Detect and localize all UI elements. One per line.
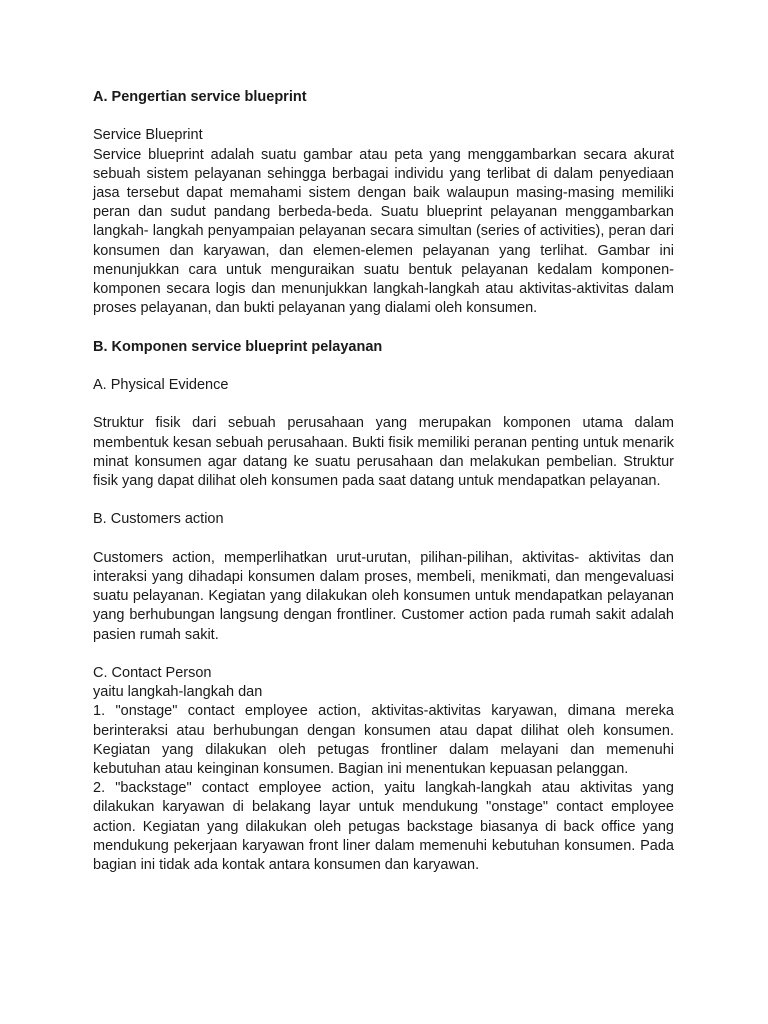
contact-person-intro: yaitu langkah-langkah dan bbox=[93, 684, 263, 701]
customers-action-paragraph: Customers action, memperlihatkan urut-urutan, pilihan-pilihan, aktivitas- aktivitas dan interaksi yang dihadapi konsumen dalam proses, membeli, menikmati, dan mengevaluasi suatu pelayanan. Kegiatan yang dilakukan oleh konsumen untuk mendapatkan pelayanan yang berhubungan langsung dengan frontliner. Customer action pada rumah sakit adalah pasien rumah sakit. bbox=[93, 549, 674, 643]
physical-evidence-title: A. Physical Evidence bbox=[93, 377, 229, 393]
contact-person-title: C. Contact Person bbox=[93, 664, 212, 681]
contact-person-item-backstage: 2. "backstage" contact employee action, yaitu langkah-langkah atau aktivitas yang dilakukan karyawan di belakang layar untuk mendukung "onstage" contact employee action. Kegiatan yang dilakukan oleh petugas backstage biasanya di back office yang mendukung pekerjaan karyawan front liner dalam memenuhi kebutuhan konsumen. Pada bagian ini tidak ada kontak antara konsumen dan karyawan. bbox=[93, 780, 674, 874]
spacer bbox=[93, 645, 674, 664]
section-b-heading: B. Komponen service blueprint pelayanan bbox=[93, 338, 383, 355]
physical-evidence-paragraph: Struktur fisik dari sebuah perusahaan yang merupakan komponen utama dalam membentuk kesan sebuah perusahaan. Bukti fisik memiliki peranan penting untuk menarik minat konsumen agar datang ke suatu perusahaan dan melakukan pembelian. Struktur fisik yang dapat dilihat oleh konsumen pada saat datang untuk mendapatkan pelayanan. bbox=[93, 415, 674, 489]
customers-action-title: B. Customers action bbox=[93, 511, 224, 528]
section-a-subtitle: Service Blueprint bbox=[93, 127, 203, 144]
contact-person-item-onstage: 1. "onstage" contact employee action, aktivitas-aktivitas karyawan, dimana mereka berinteraksi atau berhubungan dengan konsumen atau dapat dilihat oleh konsumen. Kegiatan yang dilakukan oleh petugas frontliner dalam melayani dan memenuhi kebutuhan atau keinginan konsumen. Bagian ini menentukan kepuasan pelanggan. bbox=[93, 703, 674, 777]
spacer bbox=[93, 491, 674, 510]
section-a-paragraph: Service blueprint adalah suatu gambar atau peta yang menggambarkan secara akurat sebuah sistem pelayanan sehingga berbagai individu yang terlibat di dalam penyediaan jasa tersebut dapat memahami sistem dengan baik walaupun masing-masing memiliki peran dan sudut pandang berbeda-beda. Suatu blueprint pelayanan menggambarkan langkah- langkah penyampaian pelayanan secara simultan (series of activities), peran dari konsumen dan karyawan, dan elemen-elemen pelayanan yang terlihat. Gambar ini menunjukkan cara untuk menguraikan suatu bentuk pelayanan kedalam komponen- komponen secara logis dan menunjukkan langkah-langkah atau aktivitas-aktivitas dalam proses pelayanan, dan bukti pelayanan yang dialami oleh konsumen. bbox=[93, 146, 674, 317]
spacer bbox=[93, 107, 674, 126]
spacer bbox=[93, 530, 674, 549]
spacer bbox=[93, 395, 674, 414]
section-a-heading: A. Pengertian service blueprint bbox=[93, 89, 307, 105]
spacer bbox=[93, 318, 674, 337]
spacer bbox=[93, 357, 674, 376]
